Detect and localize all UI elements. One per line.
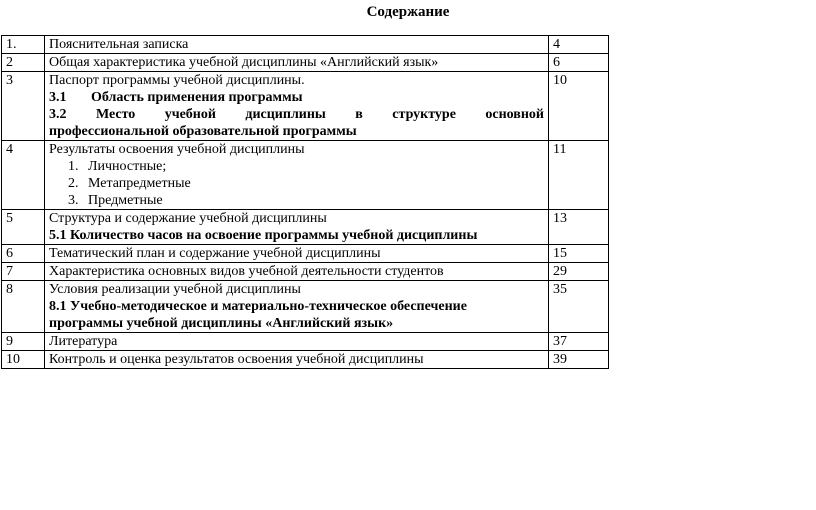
toc-subsection-3-2-line-1: 3.2 Место учебной дисциплины в структуре основной <box>49 107 544 122</box>
document-title: Содержание <box>366 4 450 20</box>
toc-row-title: Тематический план и содержание учебной дисциплины <box>45 245 549 263</box>
toc-row-page: 37 <box>549 333 609 351</box>
toc-row-page: 6 <box>549 54 609 72</box>
toc-row-4 <box>2 141 609 210</box>
toc-row-6 <box>2 245 609 263</box>
toc-list-item-number: 3. <box>68 193 79 208</box>
toc-row-1 <box>2 36 609 54</box>
toc-subsection-number: 3.1 <box>49 90 67 105</box>
toc-subsection-title: Область применения программы <box>91 90 303 105</box>
toc-list-item <box>49 158 544 175</box>
toc-row-page: 29 <box>549 263 609 281</box>
toc-row-number: 8 <box>2 281 45 333</box>
toc-row-8 <box>2 281 609 333</box>
toc-row-content <box>45 210 549 245</box>
toc-list-item-text: Личностные; <box>88 159 167 174</box>
toc-row-title: Пояснительная записка <box>45 36 549 54</box>
toc-list-item <box>49 192 544 209</box>
toc-list-item-text: Метапредметные <box>88 176 191 191</box>
toc-row-10 <box>2 351 609 369</box>
toc-row-number: 5 <box>2 210 45 245</box>
toc-row-title: Структура и содержание учебной дисциплины <box>49 211 327 226</box>
toc-row-number: 7 <box>2 263 45 281</box>
toc-subsection-8-1-line-2: программы учебной дисциплины «Английский язык» <box>49 316 394 331</box>
toc-subsection-3-2-line-2: профессиональной образовательной программы <box>49 124 357 139</box>
toc-row-content <box>45 281 549 333</box>
toc-row-2 <box>2 54 609 72</box>
toc-list-item-text: Предметные <box>88 193 163 208</box>
toc-row-title: Паспорт программы учебной дисциплины. <box>49 73 305 88</box>
toc-list-item-number: 1. <box>68 159 79 174</box>
toc-list-item-number: 2. <box>68 176 79 191</box>
toc-row-content <box>45 141 549 210</box>
toc-row-number: 6 <box>2 245 45 263</box>
toc-row-content <box>45 72 549 141</box>
toc-row-number: 10 <box>2 351 45 369</box>
toc-row-number: 3 <box>2 72 45 141</box>
toc-row-title: Результаты освоения учебной дисциплины <box>49 142 305 157</box>
toc-list-item <box>49 175 544 192</box>
toc-row-title: Контроль и оценка результатов освоения учебной дисциплины <box>45 351 549 369</box>
toc-row-number: 2 <box>2 54 45 72</box>
toc-row-3 <box>2 72 609 141</box>
toc-row-page: 15 <box>549 245 609 263</box>
toc-row-page: 13 <box>549 210 609 245</box>
toc-row-title: Общая характеристика учебной дисциплины «Английский язык» <box>45 54 549 72</box>
toc-row-9 <box>2 333 609 351</box>
toc-row-title: Литература <box>45 333 549 351</box>
toc-table <box>1 35 609 369</box>
toc-row-7 <box>2 263 609 281</box>
toc-row-5 <box>2 210 609 245</box>
toc-row-page: 35 <box>549 281 609 333</box>
toc-row-page: 11 <box>549 141 609 210</box>
toc-subsection-8-1-line-1: 8.1 Учебно-методическое и материально-техническое обеспечение <box>49 299 467 314</box>
toc-row-number: 1. <box>2 36 45 54</box>
toc-row-number: 9 <box>2 333 45 351</box>
toc-row-page: 10 <box>549 72 609 141</box>
toc-subsection-5-1: 5.1 Количество часов на освоение программы учебной дисциплины <box>49 228 478 243</box>
toc-row-page: 39 <box>549 351 609 369</box>
toc-subsection-3-1 <box>49 89 544 106</box>
toc-row-title: Условия реализации учебной дисциплины <box>49 282 301 297</box>
toc-row-page: 4 <box>549 36 609 54</box>
toc-row-title: Характеристика основных видов учебной деятельности студентов <box>45 263 549 281</box>
toc-row-number: 4 <box>2 141 45 210</box>
